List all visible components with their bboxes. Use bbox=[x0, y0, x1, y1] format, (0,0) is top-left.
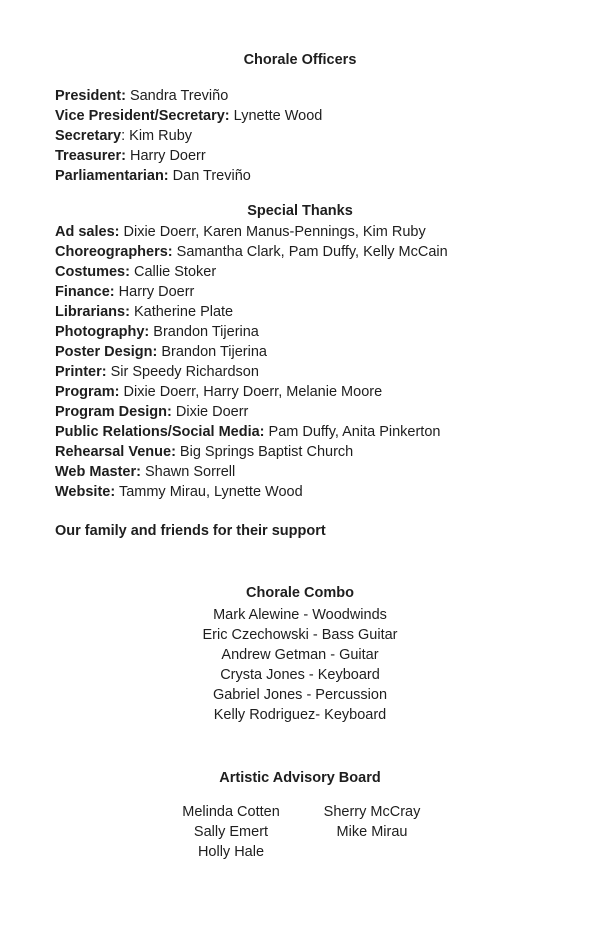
thanks-names: Harry Doerr bbox=[114, 284, 195, 300]
thanks-names: Brandon Tijerina bbox=[149, 324, 259, 340]
board-left-column bbox=[151, 802, 311, 862]
thanks-names: Sir Speedy Richardson bbox=[106, 364, 259, 380]
officer-row bbox=[55, 166, 322, 186]
thanks-role: Photography: bbox=[55, 324, 150, 340]
officer-name: Sandra Treviño bbox=[125, 88, 229, 104]
thanks-list bbox=[55, 222, 448, 502]
thanks-role: Librarians: bbox=[55, 304, 130, 320]
officer-role: Vice President/Secretary: bbox=[55, 108, 230, 124]
thanks-names: Brandon Tijerina bbox=[157, 344, 267, 360]
thanks-names: Dixie Doerr, Harry Doerr, Melanie Moore bbox=[119, 384, 383, 400]
combo-member: Andrew Getman - Guitar bbox=[221, 647, 379, 663]
thanks-row bbox=[55, 222, 448, 242]
thanks-row bbox=[55, 382, 448, 402]
officer-name: : Kim Ruby bbox=[121, 128, 193, 144]
combo-heading: Chorale Combo bbox=[246, 585, 354, 601]
thanks-role: Finance: bbox=[55, 284, 115, 300]
officer-row bbox=[55, 86, 322, 106]
board-heading: Artistic Advisory Board bbox=[219, 770, 381, 786]
board-member: Mike Mirau bbox=[336, 824, 408, 840]
thanks-role: Choreographers: bbox=[55, 244, 173, 260]
thanks-names: Pam Duffy, Anita Pinkerton bbox=[264, 424, 441, 440]
officer-row bbox=[55, 126, 322, 146]
thanks-role: Web Master: bbox=[55, 464, 141, 480]
thanks-names: Tammy Mirau, Lynette Wood bbox=[115, 484, 303, 500]
combo-member: Gabriel Jones - Percussion bbox=[212, 687, 388, 703]
thanks-role: Website: bbox=[55, 484, 116, 500]
combo-member: Kelly Rodriguez- Keyboard bbox=[213, 707, 387, 723]
board-member: Sherry McCray bbox=[323, 804, 421, 820]
officer-name: Harry Doerr bbox=[125, 148, 206, 164]
thanks-row bbox=[55, 442, 448, 462]
thanks-role: Costumes: bbox=[55, 264, 130, 280]
officer-name: Lynette Wood bbox=[229, 108, 323, 124]
thanks-role: Printer: bbox=[55, 364, 107, 380]
board-right-column bbox=[292, 802, 452, 842]
thanks-names: Shawn Sorrell bbox=[140, 464, 236, 480]
thanks-names: Callie Stoker bbox=[129, 264, 217, 280]
combo-member: Mark Alewine - Woodwinds bbox=[213, 607, 387, 623]
officer-role: Treasurer: bbox=[55, 148, 126, 164]
officer-role: President: bbox=[55, 88, 126, 104]
thanks-row bbox=[55, 282, 448, 302]
thanks-row bbox=[55, 402, 448, 422]
officers-list bbox=[55, 86, 322, 186]
thanks-names: Katherine Plate bbox=[129, 304, 234, 320]
officer-row bbox=[55, 146, 322, 166]
thanks-row bbox=[55, 362, 448, 382]
officers-heading: Chorale Officers bbox=[243, 52, 357, 68]
thanks-row bbox=[55, 262, 448, 282]
officer-role: Parliamentarian: bbox=[55, 168, 169, 184]
thanks-names: Big Springs Baptist Church bbox=[175, 444, 354, 460]
thanks-row bbox=[55, 242, 448, 262]
combo-member: Eric Czechowski - Bass Guitar bbox=[202, 627, 398, 643]
board-member: Sally Emert bbox=[193, 824, 269, 840]
combo-member: Crysta Jones - Keyboard bbox=[220, 667, 380, 683]
board-member: Holly Hale bbox=[197, 844, 265, 860]
officer-row bbox=[55, 106, 322, 126]
thanks-heading: Special Thanks bbox=[247, 203, 353, 219]
officer-role: Secretary bbox=[55, 128, 122, 144]
thanks-row bbox=[55, 482, 448, 502]
board-member: Melinda Cotten bbox=[182, 804, 280, 820]
thanks-closing: Our family and friends for their support bbox=[55, 523, 326, 539]
thanks-row bbox=[55, 302, 448, 322]
officer-name: Dan Treviño bbox=[168, 168, 251, 184]
thanks-row bbox=[55, 422, 448, 442]
thanks-names: Samantha Clark, Pam Duffy, Kelly McCain bbox=[172, 244, 448, 260]
thanks-names: Dixie Doerr, Karen Manus-Pennings, Kim Ruby bbox=[119, 224, 426, 240]
thanks-role: Ad sales: bbox=[55, 224, 120, 240]
thanks-row bbox=[55, 342, 448, 362]
thanks-names: Dixie Doerr bbox=[171, 404, 249, 420]
thanks-row bbox=[55, 322, 448, 342]
thanks-role: Public Relations/Social Media: bbox=[55, 424, 265, 440]
thanks-role: Poster Design: bbox=[55, 344, 158, 360]
thanks-role: Rehearsal Venue: bbox=[55, 444, 176, 460]
thanks-row bbox=[55, 462, 448, 482]
thanks-role: Program: bbox=[55, 384, 120, 400]
thanks-role: Program Design: bbox=[55, 404, 172, 420]
combo-list bbox=[0, 605, 600, 725]
